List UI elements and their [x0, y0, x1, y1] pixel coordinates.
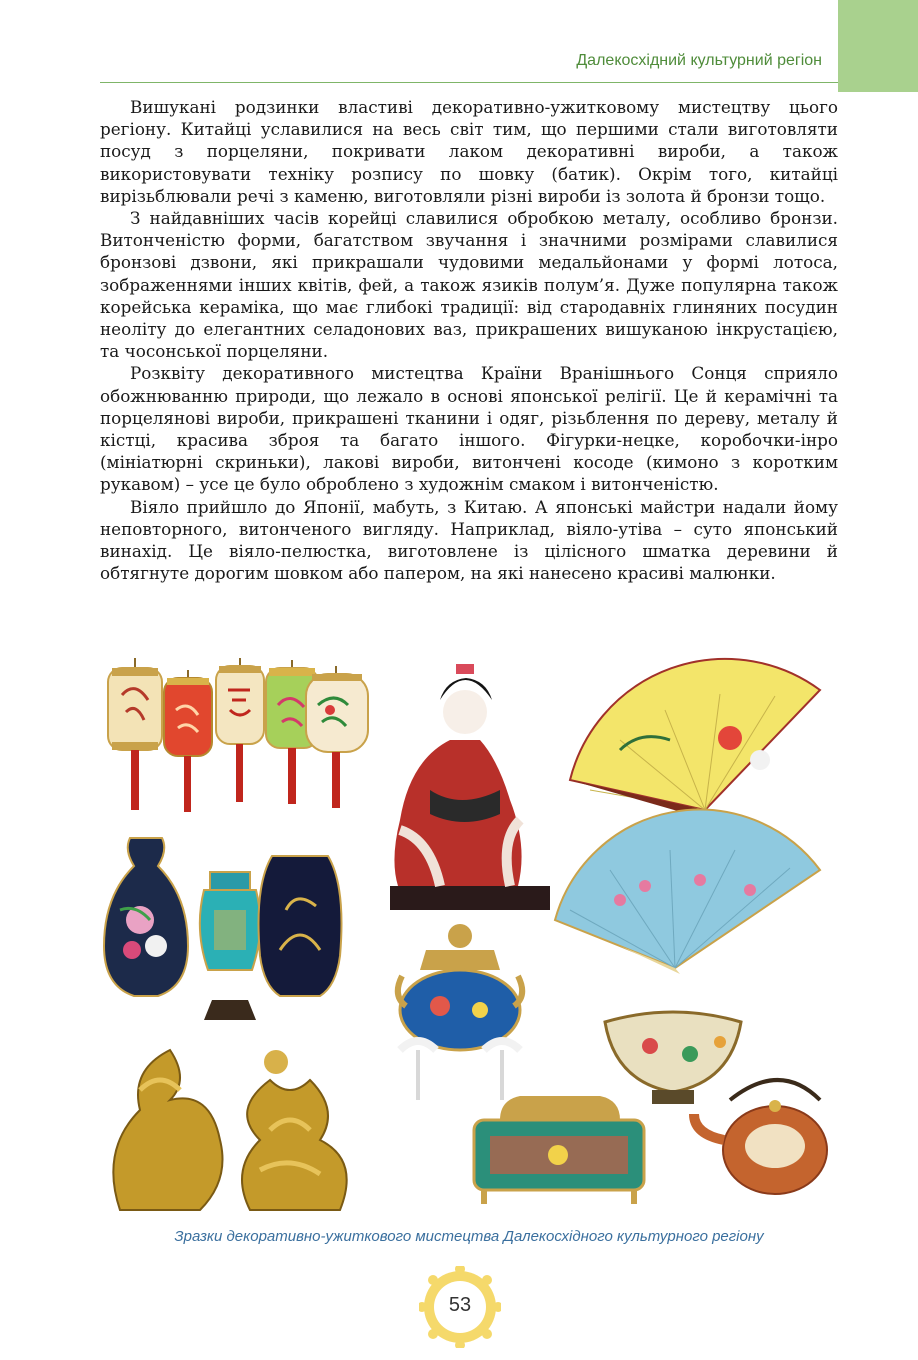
page-number: 53 — [448, 1294, 472, 1316]
satsuma-teapot-illustration — [694, 1080, 827, 1194]
paper-lanterns-illustration — [108, 658, 368, 812]
running-header: Далекосхідний культурний регіон — [576, 52, 822, 69]
collage-illustration — [100, 650, 838, 1220]
paragraph-korea: З найдавніших часів корейці славилися обробкою металу, особливо бронзи. Витонченістю форми, багатством звучання і значними розмірами славилися бронзові дзвони, які прикрашали чудовими медальйонами у формі лотоса, зображеннями інших квітів, фей, а також язиків полум’я. Дуже популярна також корейська кераміка, що має глибокі традиції: від стародавніх глиняних посудин неоліту до елегантних селадонових ваз, прикрашених вишуканою інкрустацією, та чосонської порцеляни. — [100, 208, 838, 362]
artifacts-collage — [100, 650, 838, 1220]
yellow-folding-fan-illustration — [570, 659, 820, 818]
page-number-badge — [419, 1266, 501, 1348]
geisha-doll-illustration — [390, 664, 550, 910]
blue-silk-fan-illustration — [555, 810, 820, 974]
cloisonne-box-illustration — [474, 1096, 644, 1204]
header-rule — [100, 82, 838, 83]
paragraph-china: Вишукані родзинки властиві декоративно-ужитковому мистецтву цього регіону. Китайці уславилися на весь світ тим, що першими стали виготовляти посуд з порцеляни, покривати лаком декоративні вироби, а також використовувати техніку розпису по шовку (батик). Окрім того, китайці вирізьблювали речі з каменю, виготовляли різні вироби із золота й бронзи тощо. — [100, 97, 838, 206]
paragraph-japan: Розквіту декоративного мистецтва Країни Вранішнього Сонця сприяло обожнюванню природи, що лежало в основі японської релігії. Це й керамічні та порцелянові вироби, прикрашені тканини і одяг, різьблення по дереву, металу й кістці, красива зброя та багато іншого. Фігурки-нецке, коробочки-інро (мініатюрні скриньки), лакові вироби, витончені косоде (кимоно з коротким рукавом) – усе це було оброблено з художнім смаком і витонченістю. — [100, 363, 838, 495]
paragraph-fan: Віяло прийшло до Японії, мабуть, з Китаю. А японські майстри надали йому неповторного, витонченого вигляду. Наприклад, віяло-утіва – суто японський винахід. Це віяло-пелюстка, виготовлене із цілісного шматка деревини й обтягнуте дорогим шовком або папером, на які нанесено красиві малюнки. — [100, 496, 838, 584]
porcelain-bowl-illustration — [605, 1012, 741, 1104]
cloisonne-censer-illustration — [398, 924, 522, 1100]
corner-color-tab — [838, 0, 918, 92]
body-text — [100, 96, 838, 584]
golden-phoenix-and-dragon-illustration — [113, 1050, 346, 1210]
figure-caption: Зразки декоративно-ужиткового мистецтва Далекосхідного культурного регіону — [174, 1228, 764, 1245]
cloisonne-vases-illustration — [104, 838, 342, 1020]
